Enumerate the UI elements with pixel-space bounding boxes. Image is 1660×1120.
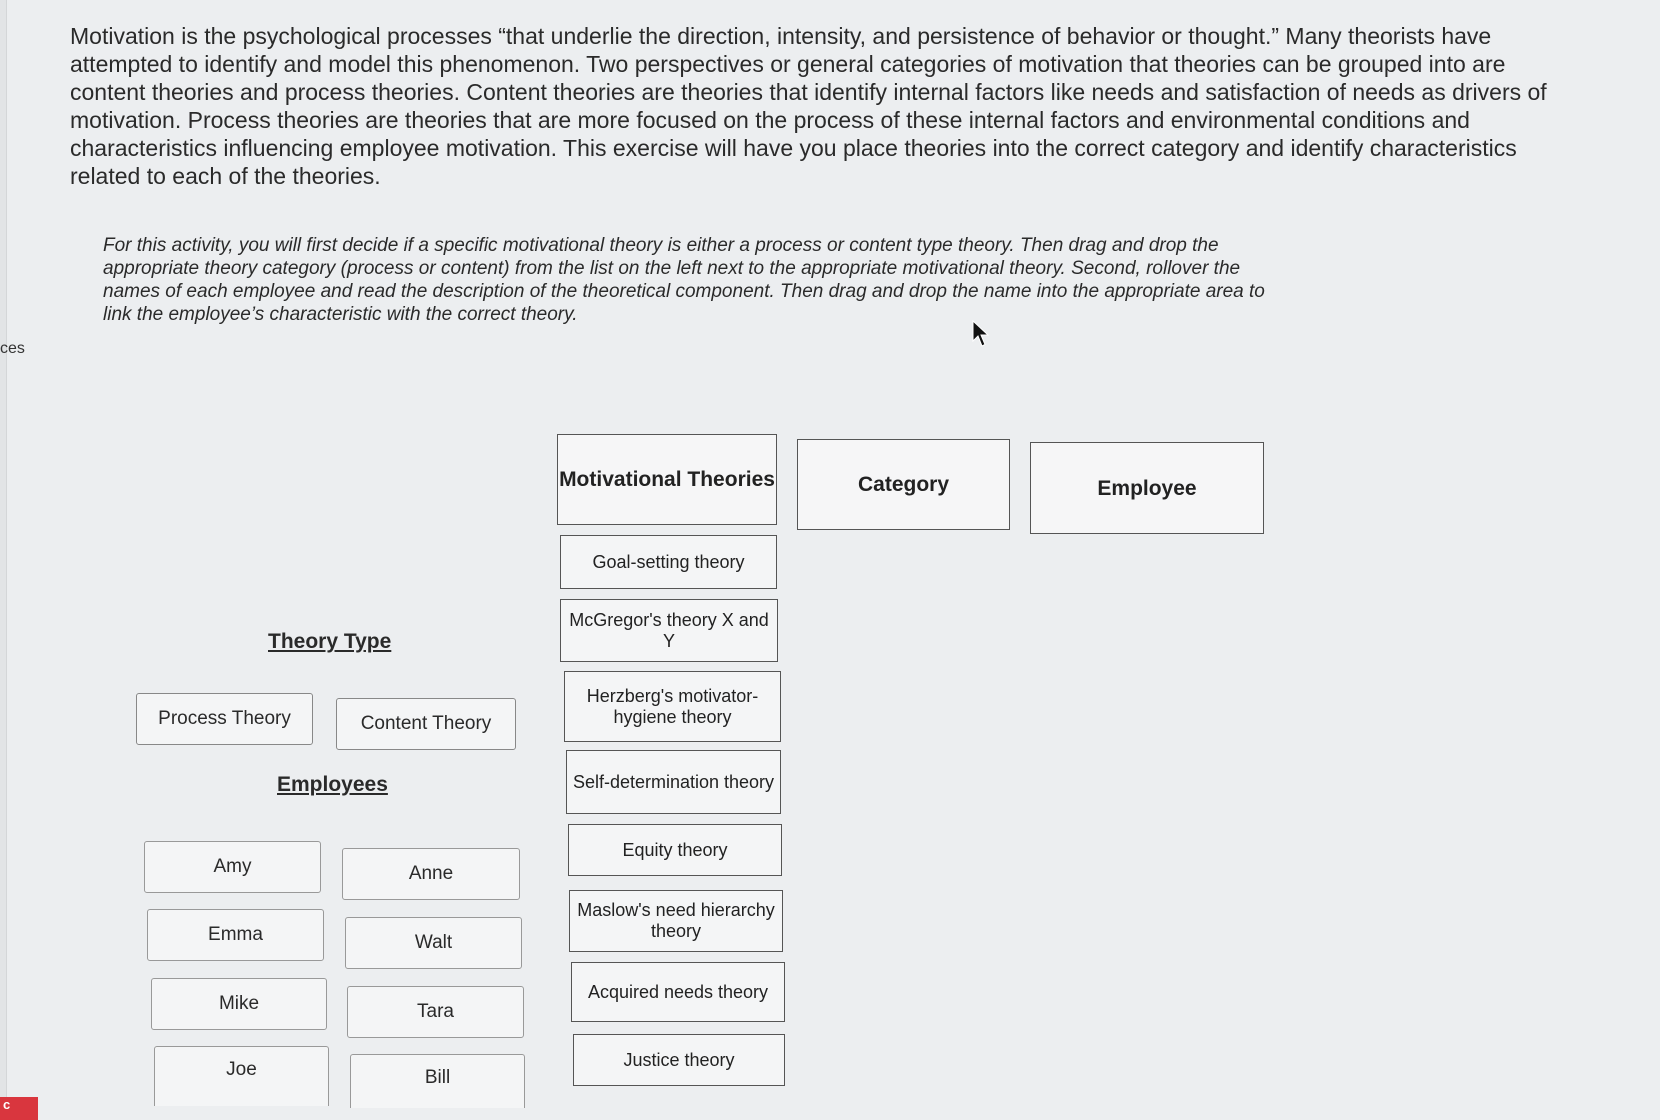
mouse-cursor-icon <box>972 320 990 348</box>
side-nav-label[interactable]: ces <box>0 340 25 357</box>
theory-maslow: Maslow's need hierarchy theory <box>569 890 783 952</box>
theory-equity: Equity theory <box>568 824 782 876</box>
category-header: Category <box>797 439 1010 530</box>
employee-tile-mike[interactable]: Mike <box>151 978 327 1030</box>
theory-self-determination: Self-determination theory <box>566 750 781 814</box>
theory-justice: Justice theory <box>573 1034 785 1086</box>
employee-tile-bill[interactable]: Bill <box>350 1054 525 1108</box>
corner-badge: c <box>0 1097 38 1120</box>
employee-tile-anne[interactable]: Anne <box>342 848 520 900</box>
theory-acquired-needs: Acquired needs theory <box>571 962 785 1022</box>
motivational-theories-header: Motivational Theories <box>557 434 777 525</box>
employee-tile-emma[interactable]: Emma <box>147 909 324 961</box>
employees-heading: Employees <box>277 773 388 796</box>
theory-type-heading: Theory Type <box>268 630 392 653</box>
employee-header: Employee <box>1030 442 1264 534</box>
employee-tile-joe[interactable]: Joe <box>154 1046 329 1106</box>
employee-tile-amy[interactable]: Amy <box>144 841 321 893</box>
intro-paragraph: Motivation is the psychological processes “that underlie the direction, intensity, and persistence of behavior or thought.” Many theorists have attempted to identify and model this phenomenon. Two perspectives or general categories of motivation that theories can be grouped into are content theories and process theories. Content theories are theories that identify internal factors like needs and satisfaction of needs as drivers of motivation. Process theories are theories that are more focused on the process of these internal factors and environmental conditions and characteristics influencing employee motivation. This exercise will have you place theories into the correct category and identify characteristics related to each of the theories. <box>70 23 1547 189</box>
employee-tile-walt[interactable]: Walt <box>345 917 522 969</box>
employee-tile-tara[interactable]: Tara <box>347 986 524 1038</box>
left-panel-edge <box>0 0 7 1120</box>
content-theory-tile[interactable]: Content Theory <box>336 698 516 750</box>
theory-herzberg: Herzberg's motivator-hygiene theory <box>564 671 781 742</box>
process-theory-tile[interactable]: Process Theory <box>136 693 313 745</box>
theory-mcgregor-x-y: McGregor's theory X and Y <box>560 599 778 662</box>
theory-goal-setting: Goal-setting theory <box>560 535 777 589</box>
instructions-paragraph: For this activity, you will first decide if a specific motivational theory is either a process or content type theory. Then drag and drop the appropriate theory category (process or content) from the list on the left next to the appropriate motivational theory. Second, rollover the names of each employee and read the description of the theoretical component. Then drag and drop the name into the appropriate area to link the employee’s characteristic with the correct theory. <box>103 235 1265 325</box>
